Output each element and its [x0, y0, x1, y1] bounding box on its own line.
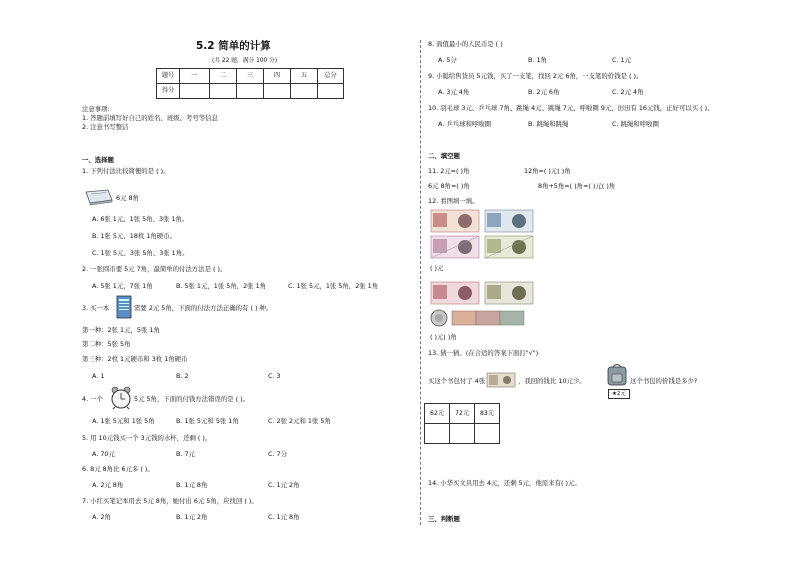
section-title-judge: 三、判断题 — [428, 515, 460, 523]
answer-check-cell[interactable] — [450, 424, 475, 444]
question-8-stem: 8. 面值最小的人民币是 ( ) — [428, 40, 503, 48]
coins-and-small-notes — [430, 308, 538, 328]
question-3-stem-a: 3. 买一本 — [82, 304, 110, 312]
question-5-stem: 5. 用 10元钱买一个 3元钱的水杯，还剩 ( )。 — [82, 434, 212, 442]
q1-option-b[interactable]: B. 1张 5元、18枚 1角硬币。 — [92, 232, 176, 240]
score-header-cell: 题号 — [157, 69, 180, 84]
q8-option-a[interactable]: A. 5分 — [438, 56, 457, 64]
answer-choice-label: 72元 — [450, 404, 475, 424]
score-input-cell[interactable] — [264, 84, 291, 99]
q2-option-a[interactable]: A. 5张 1元，7张 1角 — [92, 282, 153, 290]
banknote-group-4 — [484, 281, 536, 307]
score-input-cell[interactable] — [180, 84, 210, 99]
notes-heading: 注意事项: — [82, 105, 110, 113]
column-divider — [420, 40, 421, 525]
q3-option-a[interactable]: A. 1 — [92, 372, 105, 380]
q3-way-2: 第二种：5张 5角 — [82, 340, 131, 348]
banknote-icon — [486, 372, 516, 388]
notebook-icon — [84, 188, 114, 206]
q7-option-b[interactable]: B. 1元 2角 — [176, 513, 208, 521]
q2-option-b[interactable]: B. 5张 1元，1张 5角，2张 1角 — [176, 282, 267, 290]
question-1-stem: 1. 下列付法比较简便的是 ( )。 — [82, 167, 170, 175]
banknote-group-2 — [484, 209, 536, 261]
question-12-answer-2: ( )元( )角 — [430, 333, 457, 341]
book-icon — [116, 295, 132, 319]
score-input-cell[interactable] — [318, 84, 344, 99]
score-header-cell: 二 — [210, 69, 237, 84]
section-title-choice: 一、选择题 — [82, 156, 114, 164]
answer-check-cell[interactable] — [425, 424, 450, 444]
answer-check-cell[interactable] — [475, 424, 500, 444]
score-input-cell[interactable] — [291, 84, 318, 99]
q5-option-b[interactable]: B. 7元 — [176, 450, 195, 458]
alarm-clock-icon — [110, 386, 132, 410]
question-13-stem: 13. 猜一猜。(在合适的答案下面打"√") — [428, 349, 539, 357]
q9-option-c[interactable]: C. 2元 4角 — [612, 88, 644, 96]
score-input-cell[interactable] — [210, 84, 237, 99]
score-header-cell: 四 — [264, 69, 291, 84]
question-2-stem: 2. 一张圆币要 5元 7角，最简单的付法方法是 ( )。 — [82, 265, 227, 273]
question-12-answer-1: ( )元 — [430, 264, 444, 272]
score-header-cell: 一 — [180, 69, 210, 84]
question-4-stem-a: 4. 一个 — [82, 395, 103, 403]
question-4-stem-b: 5元 5角，下面的付钱方法错误的是 ( )。 — [134, 395, 250, 403]
q8-option-c[interactable]: C. 1元 — [612, 56, 631, 64]
question-12-stem: 12. 看图填一填。 — [428, 197, 479, 205]
score-header-cell: 五 — [291, 69, 318, 84]
note-item: 2. 注意书写整洁 — [82, 123, 129, 131]
question-13-text-b: ，我回的钱比 10元少。 — [518, 377, 586, 385]
q6-option-c[interactable]: C. 1元 2角 — [268, 481, 300, 489]
q9-option-a[interactable]: A. 3元 4角 — [438, 88, 470, 96]
question-7-stem: 7. 小红买笔记本用去 5元 8角，她付出 6元 5角，应找回 ( )。 — [82, 497, 258, 505]
q8-option-b[interactable]: B. 1角 — [528, 56, 547, 64]
banknote-group-3 — [430, 281, 482, 307]
banknote-group-1 — [430, 209, 482, 261]
price-tag: ★2元 — [608, 389, 630, 399]
q13-answer-table — [424, 403, 500, 444]
q7-option-a[interactable]: A. 2角 — [92, 513, 111, 521]
q4-option-b[interactable]: B. 1张 5元和 5张 1角 — [176, 417, 239, 425]
q10-option-c[interactable]: C. 跳绳和呼啦圈 — [612, 120, 659, 128]
q9-option-b[interactable]: B. 2元 6角 — [528, 88, 560, 96]
question-11-part-a: 11. 2元=( )角 — [428, 167, 470, 175]
q10-option-a[interactable]: A. 乒乓球和呼啦圈 — [438, 120, 492, 128]
answer-choice-label: 83元 — [475, 404, 500, 424]
page-subtitle: (共 22 题，满分 100 分) — [212, 58, 278, 64]
q1-option-a[interactable]: A. 6张 1元、1张 5角、3张 1角。 — [92, 215, 189, 223]
q5-option-a[interactable]: A. 70元 — [92, 450, 115, 458]
question-10-stem: 10. 羽毛球 3元、乒乓球 7角、跳绳 4元、跳绳 7元、呼啦圈 9元，田田有 16元钱，正好可以买 ( )。 — [428, 104, 714, 112]
q7-option-c[interactable]: C. 1元 8角 — [268, 513, 300, 521]
right-column — [428, 0, 768, 562]
note-item: 1. 答题前填写好自己的姓名、班级、考号等信息 — [82, 114, 218, 122]
q6-option-a[interactable]: A. 2元 8角 — [92, 481, 124, 489]
score-input-cell[interactable] — [237, 84, 264, 99]
school-bag-icon — [606, 362, 628, 386]
question-6-stem: 6. 8元 8角比 6元多 ( )。 — [82, 465, 154, 473]
question-3-stem-b: 需要 2元 5角，下面的付法方法正确的有 ( ) 种。 — [134, 304, 273, 312]
q1-option-c[interactable]: C. 1张 5元、3张 5角、3张 1角。 — [92, 249, 189, 257]
page-title: 5.2 简单的计算 — [196, 40, 271, 52]
q6-option-b[interactable]: B. 1元 8角 — [176, 481, 208, 489]
question-9-stem: 9. 小聪给售货员 5元钱，买了一支笔，找回 2元 6角，一支笔的价钱是 ( )。 — [428, 72, 643, 80]
q3-option-b[interactable]: B. 2 — [176, 372, 189, 380]
question-11-part-b: 12角=( )元( )角 — [524, 167, 571, 175]
score-table — [156, 68, 344, 99]
q3-option-c[interactable]: C. 3 — [268, 372, 281, 380]
left-column — [78, 0, 410, 562]
question-1-price: 6元 8角 — [116, 194, 139, 202]
q10-option-b[interactable]: B. 跳绳和跳绳 — [528, 120, 569, 128]
score-header-cell: 三 — [237, 69, 264, 84]
q3-way-1: 第一种：2张 1元，5张 1角 — [82, 326, 160, 334]
q3-way-3: 第三种：2枚 1元硬币和 3枚 1角硬币 — [82, 355, 188, 363]
question-14-stem: 14. 小华买文具用去 4元，还剩 5元，他原来有( )元。 — [428, 479, 581, 487]
question-13-text-c: 这个书包的价钱是多少? — [630, 377, 698, 385]
question-13-text-a: 买这个书包付了 4张 — [428, 377, 486, 385]
q4-option-a[interactable]: A. 1张 5元和 1张 5角 — [92, 417, 155, 425]
q5-option-c[interactable]: C. 7分 — [268, 450, 287, 458]
score-header-cell: 总分 — [318, 69, 344, 84]
question-11-part-d: 8角+5角=( )角=( )元( )角 — [538, 182, 616, 190]
answer-choice-label: 62元 — [425, 404, 450, 424]
section-title-fill: 二、填空题 — [428, 152, 460, 160]
q2-option-c[interactable]: C. 1张 5元，1张 5角，2张 1角 — [288, 282, 379, 290]
score-row-label: 得分 — [157, 84, 180, 99]
q4-option-c[interactable]: C. 2张 2元和 1张 5角 — [268, 417, 331, 425]
question-11-part-c: 6元 8角=( )角 — [428, 182, 470, 190]
